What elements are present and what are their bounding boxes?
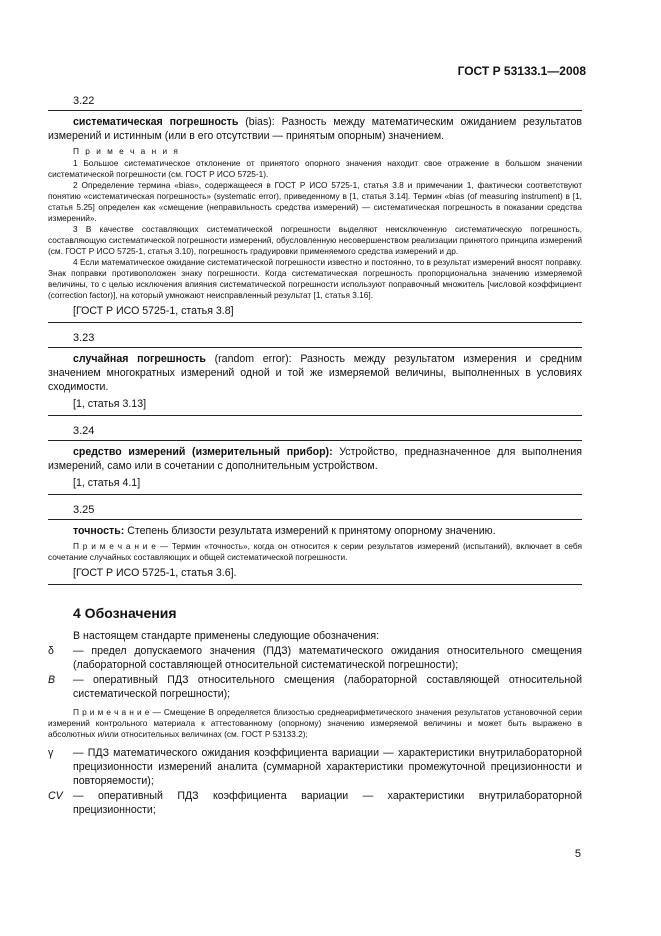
term-text: Устройство, предназначенное для выполнения измерений, само или в сочетании с дополнительным устройством. bbox=[48, 446, 582, 472]
symbol-entry bbox=[48, 789, 582, 817]
page-header: ГОСТ Р 53133.1—2008 bbox=[457, 64, 586, 78]
note: 3 В качестве составляющих систематической погрешности выделяют неисключенную систематическую погрешность, составляющую систематической погрешности измерений, обусловленную несовершенством реализации принятого принципа измерений (см. ГОСТ Р ИСО 5725-1, статья 3.10), погрешность градуировки применяемого средства измерений и др. bbox=[48, 224, 582, 256]
term-text: (bias): Разность между математическим ожиданием результатов измерений и истинным (или в его отсутствии — принятым опорным) значением. bbox=[48, 116, 583, 142]
note: 2 Определение термина «bias», содержащееся в ГОСТ Р ИСО 5725-1, статья 3.8 и примечании 1, фактически соответствуют понятию «систематическая погрешность» (systematic error), приведенному в [1, статья 3.14]. Термин «bias (of measuring instrument) в [1, статья 5.25] определен как «смещение (неправильность средства измерений) — систематическая погрешность в показании средства измерений». bbox=[48, 180, 582, 223]
note: 1 Большое систематическое отклонение от принятого опорного значения находит свое отражение в большом значении систематической погрешности (см. ГОСТ Р ИСО 5725-1). bbox=[48, 158, 582, 179]
note bbox=[48, 541, 582, 563]
section-note bbox=[48, 707, 582, 740]
term-entry bbox=[48, 440, 582, 495]
symbol: δ bbox=[48, 645, 54, 657]
term-name: систематическая погрешность bbox=[73, 116, 239, 128]
note-text: — Смещение B определяется близостью среднеарифметического значения результатов установочной серии измерений контрольного материала к аттестованному (опорному) значению измеряемой величины и может быть выражено в абсолютных и/или относительных величинах (см. ГОСТ Р 53133.2); bbox=[48, 707, 582, 739]
term-source: [ГОСТ Р ИСО 5725-1, статья 3.8] bbox=[73, 305, 234, 317]
symbol-description: — оперативный ПДЗ коэффициента вариации — характеристики внутрилабораторной прецизионности; bbox=[73, 790, 582, 816]
term-definition bbox=[48, 352, 582, 394]
term-source: [1, статья 3.13] bbox=[73, 398, 147, 410]
symbol-description: — оперативный ПДЗ относительного смещения (лабораторной составляющей относительной систематической погрешности); bbox=[73, 674, 582, 700]
term-name: случайная погрешность bbox=[73, 353, 206, 365]
symbol: B bbox=[48, 674, 56, 686]
symbol: γ bbox=[48, 747, 54, 759]
term-entry bbox=[48, 519, 582, 585]
term-source: [1, статья 4.1] bbox=[73, 477, 141, 489]
term-definition bbox=[48, 445, 582, 473]
symbol-description: — предел допускаемого значения (ПДЗ) математического ожидания относительного смещения (лабораторной составляющей относительной систематической погрешности); bbox=[73, 645, 582, 671]
term-entry bbox=[48, 347, 582, 416]
symbol-entry bbox=[48, 673, 582, 701]
notes-title: П р и м е ч а н и я bbox=[73, 146, 180, 156]
note-label: П р и м е ч а н и е bbox=[73, 707, 150, 717]
symbol: CV bbox=[48, 790, 63, 802]
term-text: (random error): Разность между результатом измерения и средним значением многократных измерений одной и той же измеряемой величины, выполненных в условиях сходимости. bbox=[48, 353, 582, 393]
term-source: [ГОСТ Р ИСО 5725-1, статья 3.6]. bbox=[73, 567, 237, 579]
page-number: 5 bbox=[574, 848, 581, 860]
term-text: Степень близости результата измерений к принятому опорному значению. bbox=[124, 525, 496, 537]
term-entry bbox=[48, 110, 582, 323]
note-text: — Термин «точность», когда он относится к серии результатов измерений (испытаний), включает в себя сочетание случайных составляющих и общей систематической погрешности. bbox=[48, 541, 582, 562]
symbol-entry bbox=[48, 746, 582, 788]
term-number: 3.22 bbox=[73, 95, 95, 107]
symbol-entry bbox=[48, 644, 582, 672]
symbol-description: — ПДЗ математического ожидания коэффициента вариации — характеристики внутрилабораторной прецизионности измерений аналита (суммарной характеристики промежуточной прецизионности и повторяемости); bbox=[73, 747, 582, 787]
term-number: 3.24 bbox=[73, 425, 95, 437]
term-name: средство измерений (измерительный прибор): bbox=[73, 446, 333, 458]
section-intro: В настоящем стандарте применены следующие обозначения: bbox=[73, 630, 380, 642]
page-content bbox=[48, 94, 582, 818]
term-name: точность: bbox=[73, 525, 125, 537]
note-label: П р и м е ч а н и е bbox=[73, 541, 156, 551]
note: 4 Если математическое ожидание систематической погрешности известно и постоянно, то в результат измерений вносят поправку. Знак поправки противоположен знаку погрешности. Когда систематическая погрешность пропорциональна значению измеряемой величины, то с целью исключения влияния систематической погрешности используют поправочный множитель [числовой коэффициент (correction factor)], на который умножают неисправленный результат [1, статья 3.16]. bbox=[48, 257, 582, 300]
term-definition bbox=[48, 524, 582, 538]
term-number: 3.25 bbox=[73, 504, 95, 516]
term-number: 3.23 bbox=[73, 332, 95, 344]
section-title: 4 Обозначения bbox=[73, 605, 177, 621]
term-definition bbox=[48, 115, 582, 143]
